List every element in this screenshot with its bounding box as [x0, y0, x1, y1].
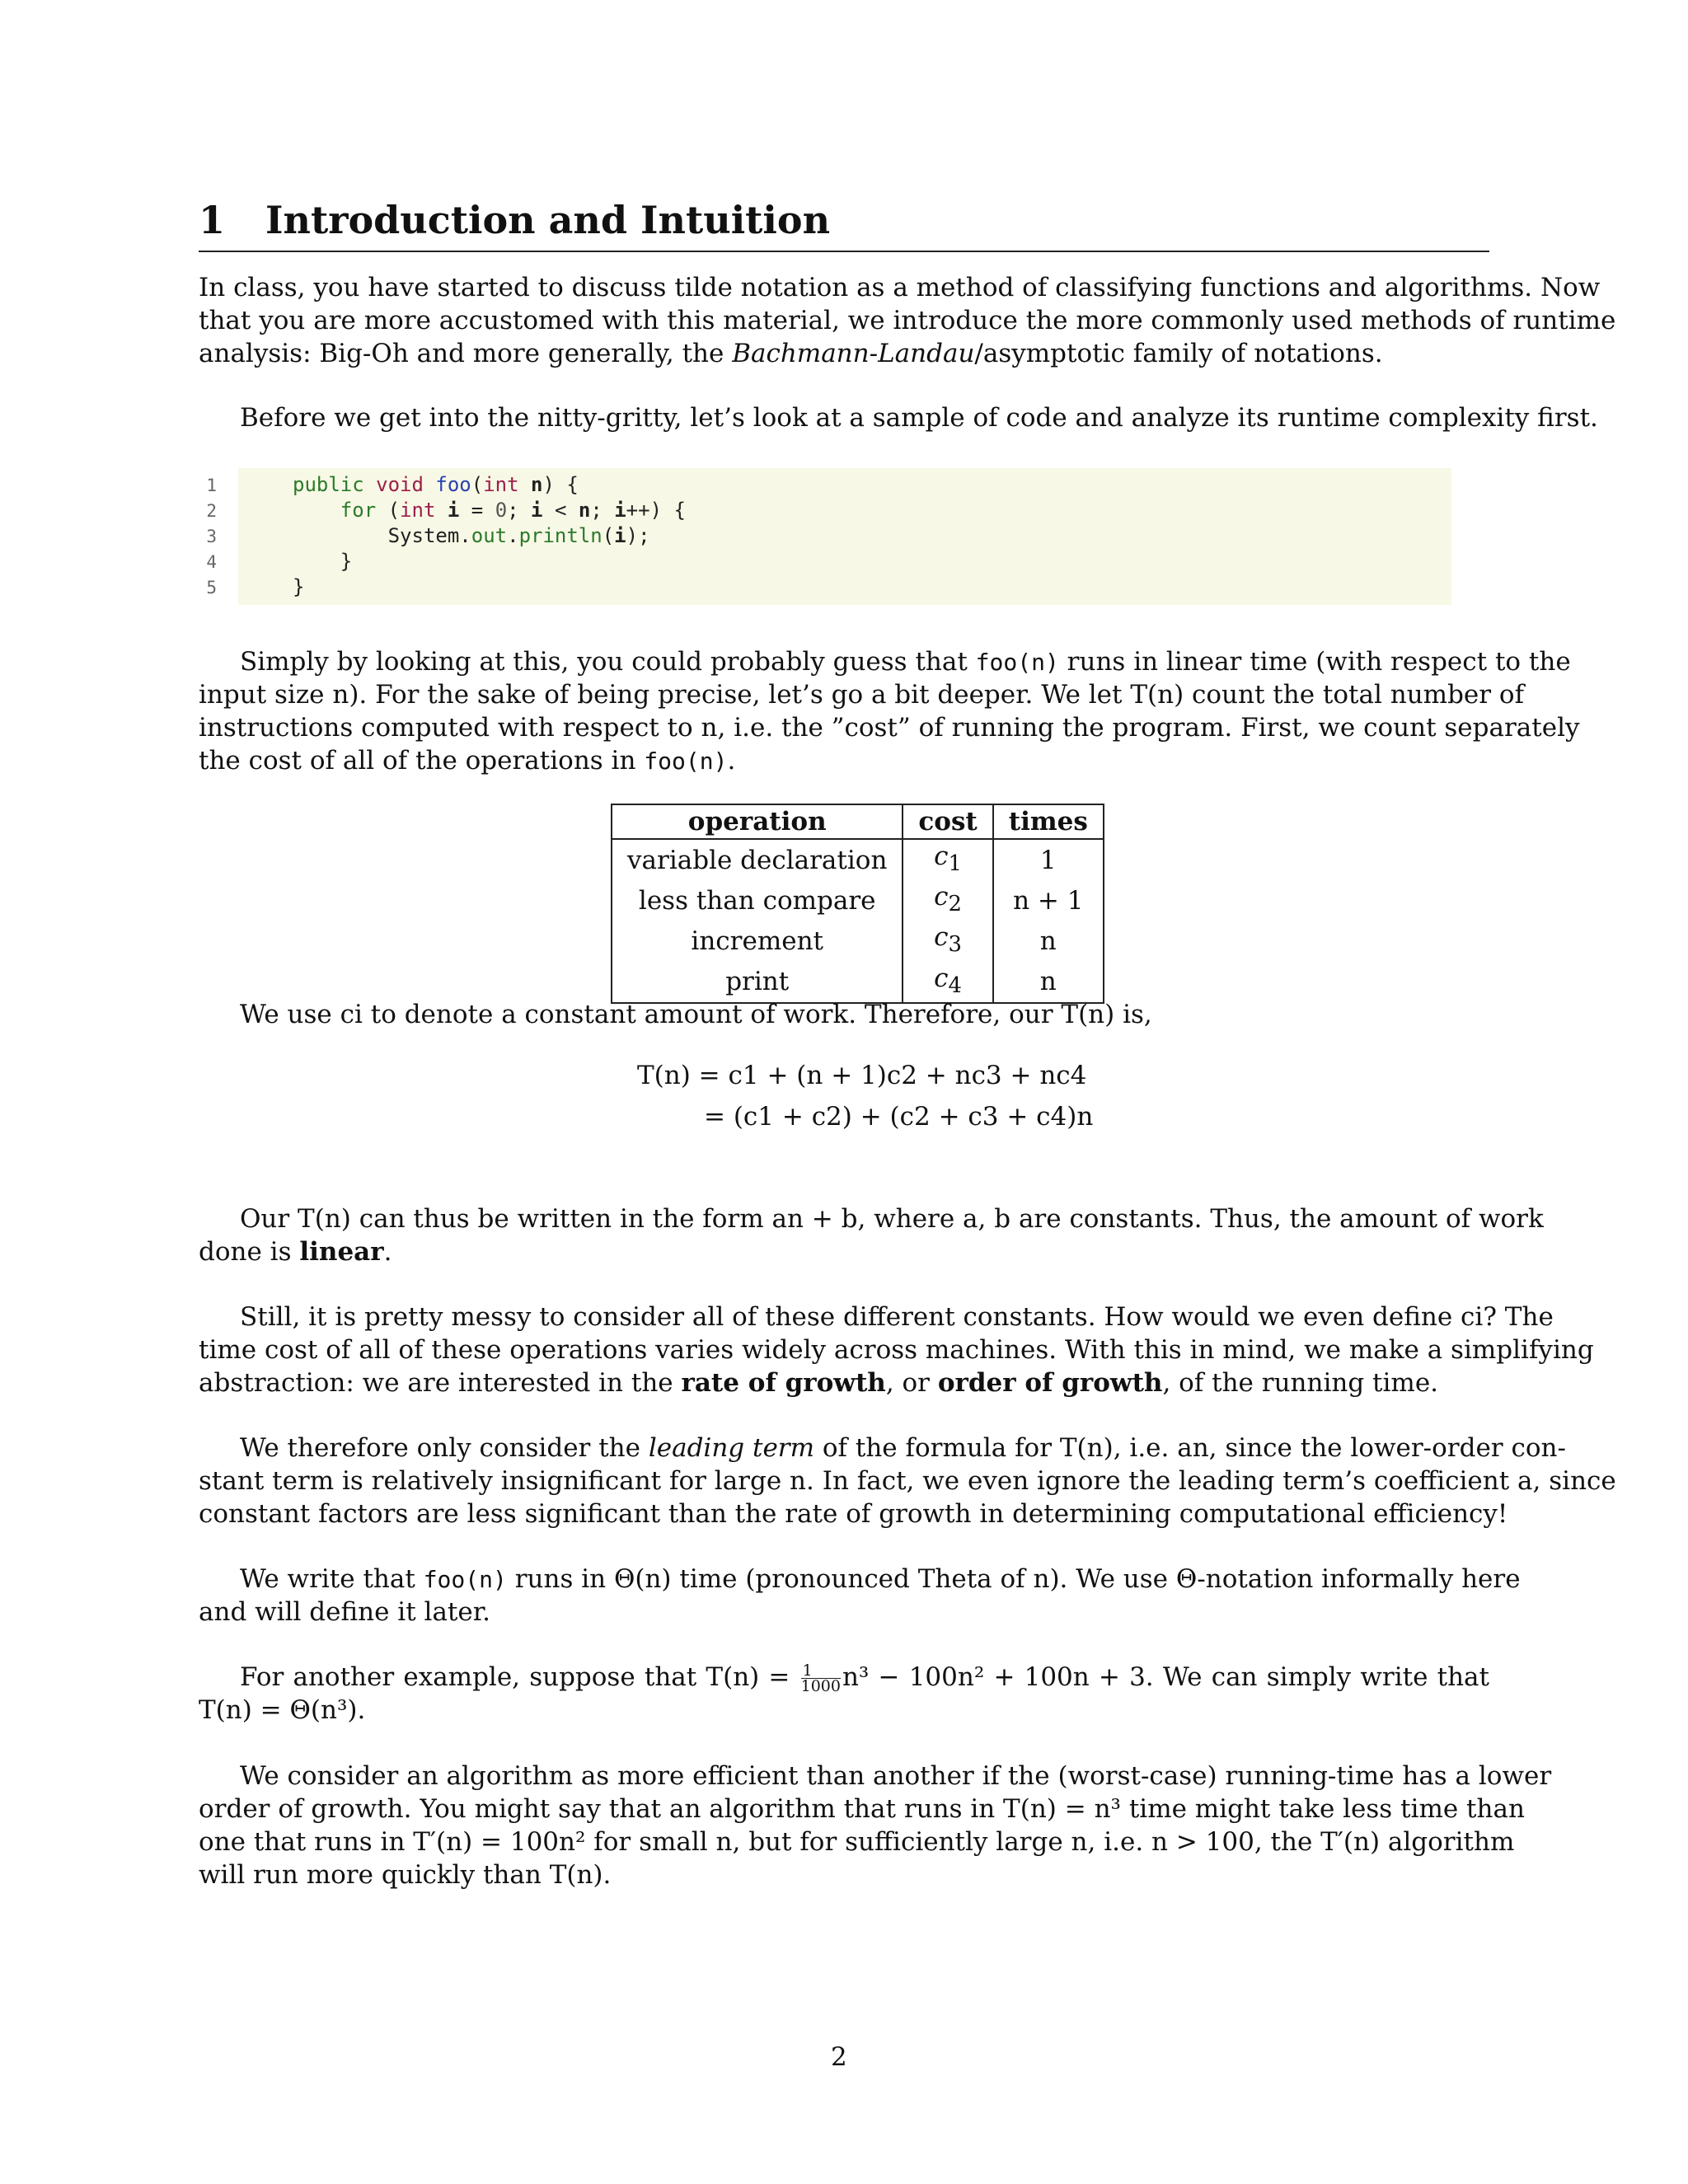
table-header-operation: operation	[612, 804, 903, 839]
paragraph-leading-term	[199, 1432, 1616, 1530]
inline-code: foo(n)	[644, 748, 728, 775]
inline-code: foo(n)	[423, 1566, 507, 1593]
paragraph-line: abstraction: we are interested in the rate of growth, or order of growth, of the running time.	[199, 1368, 1439, 1398]
paragraph-constants	[199, 1301, 1594, 1399]
table-row: variable declaration $c_1$ 1	[612, 839, 1104, 880]
paragraph-line: that you are more accustomed with this material, we introduce the more commonly used methods of runtime	[199, 306, 1616, 335]
equation-line-1: T(n) = c1 + (n + 1)c2 + nc3 + nc4	[637, 1061, 1087, 1090]
page-number: 2	[831, 2042, 847, 2072]
fraction: $\frac{1}{1000}$	[800, 1661, 841, 1695]
section-heading	[199, 194, 1489, 252]
table-header-times: times	[993, 804, 1104, 839]
table-row: increment $c_3$ n	[612, 921, 1104, 961]
paragraph-line: Still, it is pretty messy to consider all of these different constants. How would we even define ci? The	[240, 1302, 1554, 1332]
paragraph-line: done is linear.	[199, 1237, 392, 1267]
paragraph-intro	[199, 271, 1616, 370]
inline-code: foo(n)	[975, 649, 1059, 676]
paragraph-line: time cost of all of these operations varies widely across machines. With this in mind, we make a simplifying	[199, 1335, 1594, 1365]
equation-line-2: = (c1 + c2) + (c2 + c3 + c4)n	[704, 1102, 1094, 1132]
paragraph-line: Before we get into the nitty-gritty, let’s look at a sample of code and analyze its runtime complexity first.	[240, 403, 1598, 433]
paragraph-linear	[199, 1202, 1544, 1268]
paragraph-line: stant term is relatively insignificant for large n. In fact, we even ignore the leading term’s coefficient a, since	[199, 1466, 1616, 1496]
paragraph-line: We consider an algorithm as more efficient than another if the (worst-case) running-time has a lower	[240, 1761, 1552, 1791]
table-row: print $c_4$ n	[612, 962, 1104, 1003]
paragraph-line: analysis: Big-Oh and more generally, the Bachmann-Landau/asymptotic family of notations.	[199, 339, 1383, 368]
paragraph-analysis	[199, 645, 1580, 777]
paragraph-line: Our T(n) can thus be written in the form an + b, where a, b are constants. Thus, the amount of work	[240, 1204, 1544, 1234]
emphasis-bachmann-landau: Bachmann-Landau	[732, 339, 975, 368]
paragraph-line: We write that foo(n) runs in Θ(n) time (pronounced Theta of n). We use Θ-notation informally here	[240, 1564, 1521, 1594]
section-title: Introduction and Intuition	[265, 198, 831, 242]
paragraph-line: For another example, suppose that T(n) = $\frac{1}{1000}$ n³ − 100n² + 100n + 3. We can simply write that	[240, 1661, 1489, 1695]
paragraph-efficiency	[199, 1760, 1552, 1891]
bold-linear: linear	[299, 1237, 384, 1267]
paragraph-theta	[199, 1563, 1521, 1629]
paragraph-example	[199, 1661, 1489, 1727]
code-listing	[206, 468, 1451, 605]
table-header-cost: cost	[903, 804, 992, 839]
paragraph-line: Simply by looking at this, you could probably guess that foo(n) runs in linear time (with respect to the	[240, 647, 1571, 677]
paragraph-line: We therefore only consider the leading term of the formula for T(n), i.e. an, since the lower-order con-	[240, 1433, 1566, 1463]
paragraph-line: input size n). For the sake of being precise, let’s go a bit deeper. We let T(n) count the total number of	[199, 680, 1525, 710]
paragraph-line: T(n) = Θ(n³).	[199, 1695, 366, 1725]
line-numbers: 1 2 3 4 5	[206, 476, 217, 598]
cost-table	[611, 804, 1104, 1004]
paragraph-line: instructions computed with respect to n, i.e. the ”cost” of running the program. First, we count separately	[199, 713, 1580, 743]
paragraph-line: In class, you have started to discuss tilde notation as a method of classifying functions and algorithms. Now	[199, 273, 1601, 302]
paragraph-line: constant factors are less significant than the rate of growth in determining computational efficiency!	[199, 1499, 1508, 1529]
section-number: 1	[199, 198, 226, 242]
code-text: public void foo(int n) { for (int i = 0; i < n; i++) { System.out.println(i); } }	[293, 473, 686, 598]
paragraph-line: will run more quickly than T(n).	[199, 1860, 612, 1890]
table-row: less than compare $c_2$ n + 1	[612, 880, 1104, 921]
paragraph-line: and will define it later.	[199, 1597, 491, 1627]
paragraph-code-lead	[199, 401, 1598, 434]
paragraph-constant-work	[199, 998, 1489, 1031]
paragraph-line: one that runs in T′(n) = 100n² for small n, but for sufficiently large n, i.e. n > 100, the T′(n) algorithm	[199, 1827, 1515, 1857]
paragraph-line: order of growth. You might say that an algorithm that runs in T(n) = n³ time might take less time than	[199, 1794, 1525, 1824]
paragraph-line: We use ci to denote a constant amount of work. Therefore, our T(n) is,	[240, 1000, 1152, 1029]
paragraph-line: the cost of all of the operations in foo(n).	[199, 746, 736, 776]
